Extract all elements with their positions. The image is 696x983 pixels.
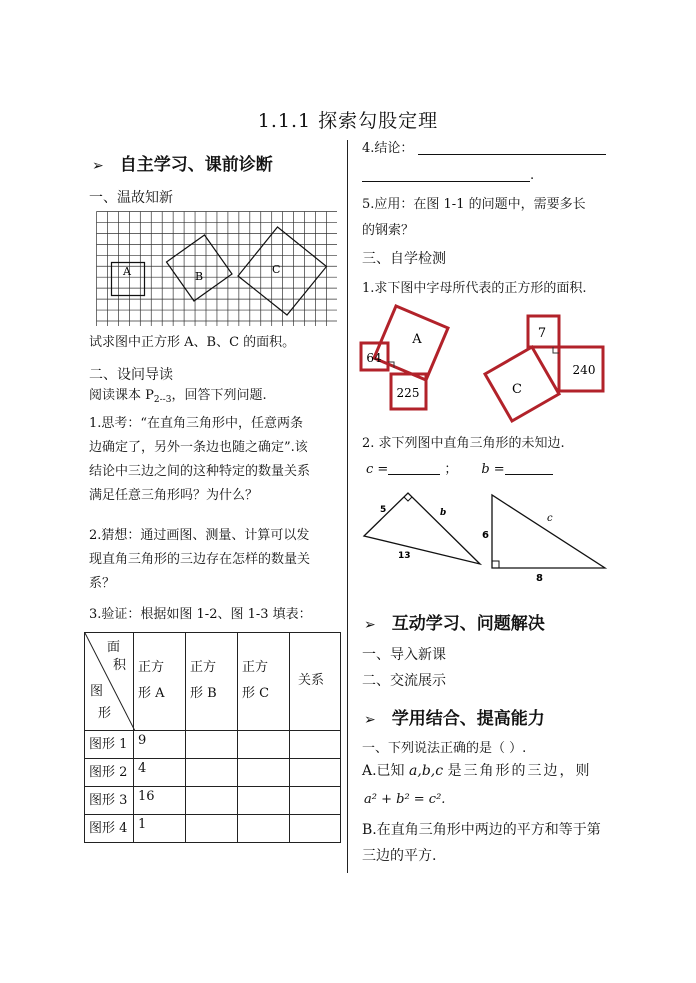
fill-table: [84, 632, 341, 843]
section1-heading-text: 自主学习、课前诊断: [119, 155, 273, 175]
option-b-line: 三边的平方.: [362, 848, 437, 864]
tri2-label-8: 8: [536, 573, 543, 584]
cell-b[interactable]: [186, 731, 238, 759]
read-text: 阅读课本 P: [89, 388, 154, 403]
table-row: [85, 787, 341, 815]
right-angle-mark: [492, 561, 499, 568]
q2-text: 2. 求下列图中直角三角形的未知边.: [362, 436, 565, 451]
cell-b[interactable]: [186, 787, 238, 815]
squares-figure-2: [482, 312, 607, 427]
verify-instruction: 3.验证：根据如图 1-2、图 1-3 填表：: [89, 607, 312, 622]
arrow-icon: ➢: [92, 158, 104, 174]
table-row: [85, 731, 341, 759]
fig2-label-7: 7: [537, 326, 547, 341]
guess-line: 现直角三角形的三边存在怎样的数量关: [89, 552, 311, 567]
conclusion-blank-2[interactable]: [362, 181, 530, 182]
cell-relation[interactable]: [290, 787, 341, 815]
cell-a: 1: [134, 815, 186, 843]
option-a-tail: 是三角形的三边，则: [447, 763, 592, 779]
fig1-label-64: 64: [366, 351, 382, 365]
fig1-label-225: 225: [396, 386, 420, 400]
c-blank[interactable]: [388, 474, 440, 475]
col-header-c: 正方 形 C: [238, 633, 290, 731]
tri1-label-13: 13: [398, 551, 411, 561]
diag-top-label: 面 积: [107, 640, 127, 673]
column-divider: [347, 140, 348, 873]
option-a: [362, 761, 592, 781]
row-label: 图形 2: [85, 759, 134, 787]
arrow-icon: ➢: [364, 617, 376, 633]
arrow-icon: ➢: [364, 712, 376, 728]
semicolon: ；: [444, 462, 458, 477]
apply-question: [362, 192, 586, 244]
cell-b[interactable]: [186, 759, 238, 787]
triangle-2: [492, 495, 605, 568]
conclusion-block: [362, 139, 607, 159]
right-angle-mark: [404, 497, 412, 501]
read-tail: ，回答下列问题.: [171, 388, 267, 403]
option-b-line: B.在直角三角形中两边的平方和等于第: [362, 822, 601, 838]
read-pages: 2--3: [153, 395, 172, 405]
conclusion-label: 4.结论：: [362, 141, 414, 156]
review-heading: 一、温故知新: [89, 190, 173, 206]
cell-relation[interactable]: [290, 759, 341, 787]
label-a: A: [123, 265, 131, 278]
table-header-row: [85, 633, 341, 731]
section2-heading-text: 互动学习、问题解决: [391, 614, 545, 634]
apply-line: 5.应用：在图 1-1 的问题中，需要多长: [362, 197, 586, 212]
triangle-figure-2: [478, 489, 608, 584]
option-a-text: A.已知: [362, 763, 405, 779]
guess-line: 2.猜想：通过画图、测量、计算可以发: [89, 528, 310, 543]
q2-answers: [366, 460, 553, 480]
diag-bottom-label: 图 形: [90, 684, 112, 721]
table-row: [85, 815, 341, 843]
grid-question: 试求图中正方形 A、B、C 的面积。: [89, 335, 296, 350]
guide-heading: 二、设问导读: [89, 367, 173, 383]
conclusion-line-2: [362, 166, 534, 186]
row-label: 图形 1: [85, 731, 134, 759]
b-blank[interactable]: [505, 474, 553, 475]
q1-text: 1.求下图中字母所代表的正方形的面积.: [362, 281, 587, 296]
cell-c[interactable]: [238, 731, 290, 759]
conclusion-end: .: [530, 168, 535, 183]
option-a-formula: a² + b² = c².: [364, 792, 446, 807]
cell-a: 16: [134, 787, 186, 815]
grid-figure: [96, 211, 337, 327]
label-c: C: [272, 263, 281, 276]
cell-relation[interactable]: [290, 815, 341, 843]
option-a-vars: a,b,c: [409, 763, 444, 779]
row-label: 图形 4: [85, 815, 134, 843]
think-line: 1.思考：“在直角三角形中，任意两条: [89, 416, 304, 431]
cell-b[interactable]: [186, 815, 238, 843]
think-question: [89, 412, 310, 508]
b-label: b =: [481, 462, 505, 477]
tri2-label-c: c: [547, 513, 553, 524]
square-c: [238, 227, 327, 315]
diagonal-header-cell: [85, 633, 134, 731]
col-header-b: 正方 形 B: [186, 633, 238, 731]
section3-heading-text: 学用结合、提高能力: [391, 709, 545, 729]
read-instruction: [89, 386, 267, 410]
think-line: 满足任意三角形吗？为什么？: [89, 488, 259, 503]
section1-heading: [92, 150, 273, 175]
section3-heading: [364, 704, 545, 729]
cell-a: 9: [134, 731, 186, 759]
row-label: 图形 3: [85, 787, 134, 815]
cell-c[interactable]: [238, 759, 290, 787]
apply-line: 的钢索？: [362, 223, 415, 238]
square-c-fig2: [485, 347, 559, 421]
table-row: [85, 759, 341, 787]
col-header-a: 正方 形 A: [134, 633, 186, 731]
tri1-label-5: 5: [380, 505, 387, 515]
guess-question: [89, 524, 310, 596]
fig2-label-240: 240: [572, 363, 596, 377]
judge-question: 一、下列说法正确的是（ ）.: [362, 741, 527, 756]
option-b: [362, 817, 601, 869]
section2-heading: [364, 609, 545, 634]
think-line: 结论中三边之间的这种特定的数量关系: [89, 464, 311, 479]
tri2-label-6: 6: [482, 530, 489, 541]
fig1-label-a: A: [412, 332, 422, 347]
share-item: 二、交流展示: [362, 673, 446, 689]
think-line: 边确定了，另外一条边也随之确定”.该: [89, 440, 308, 455]
check-heading: 三、自学检测: [362, 251, 446, 267]
label-b: B: [195, 270, 204, 283]
grid-lines: [97, 212, 338, 327]
cell-relation[interactable]: [290, 731, 341, 759]
col-header-relation: 关系: [290, 633, 341, 731]
cell-c[interactable]: [238, 787, 290, 815]
triangle-figure-1: [358, 488, 488, 573]
square-b: [167, 235, 233, 301]
cell-c[interactable]: [238, 815, 290, 843]
cell-a: 4: [134, 759, 186, 787]
guess-line: 系？: [89, 576, 116, 591]
tri1-label-b: b: [440, 508, 447, 518]
fig2-label-c: C: [512, 382, 522, 397]
page-title: 1.1.1 探索勾股定理: [257, 110, 439, 132]
squares-figure-1: [358, 302, 468, 412]
c-label: c =: [366, 462, 389, 477]
triangle-1: [364, 493, 480, 564]
intro-item: 一、导入新课: [362, 647, 446, 663]
conclusion-blank-1[interactable]: [418, 154, 606, 155]
